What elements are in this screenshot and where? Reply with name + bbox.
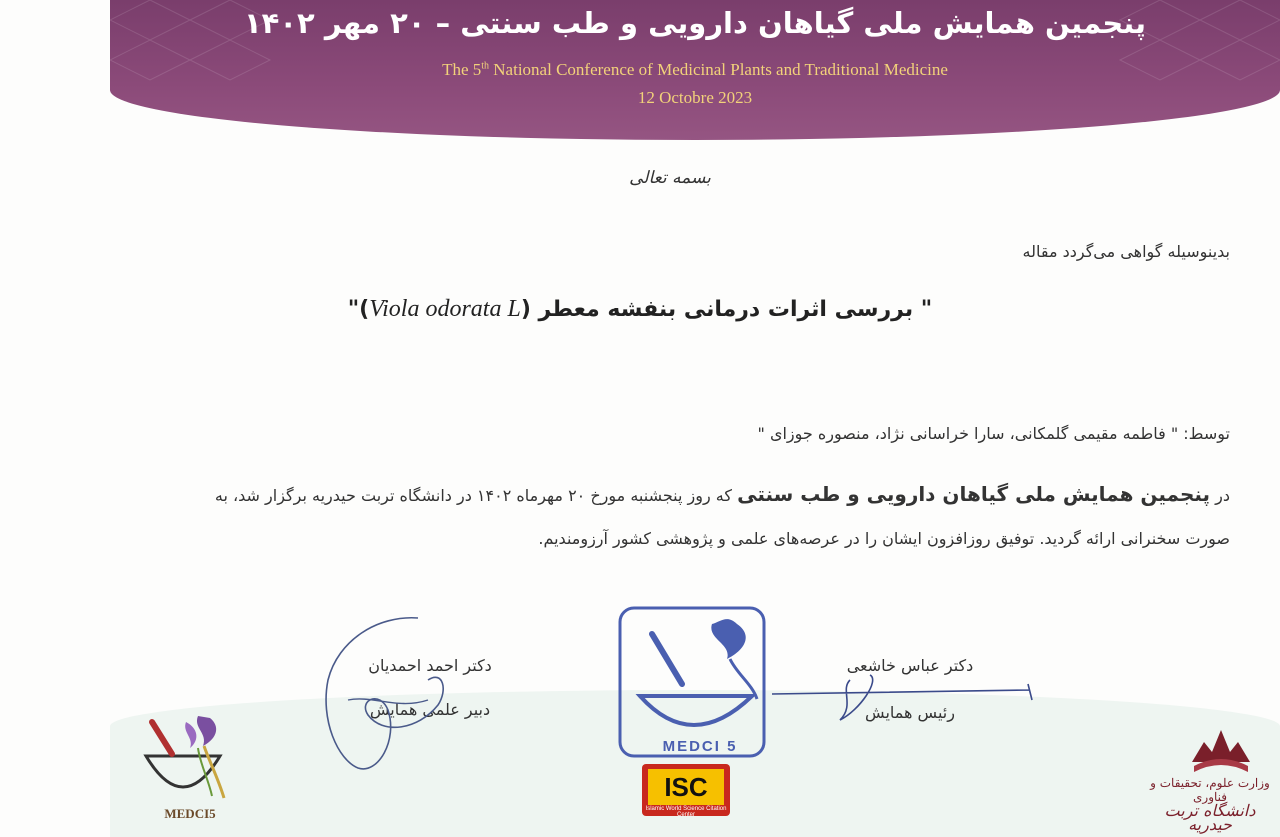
left-signer-name: دکتر احمد احمدیان: [368, 656, 492, 675]
right-signature: [770, 660, 1050, 730]
body-line-1: [120, 482, 1230, 508]
header-date: 12 Octobre 2023: [637, 88, 753, 107]
isc-logo-subtitle: Islamic World Science Citation Center: [645, 806, 727, 818]
header-en-sup: th: [481, 60, 490, 72]
header-title-fa: پنجمین همایش ملی گیاهان دارویی و طب سنتی – ۲۰ مهر ۱۴۰۲: [243, 6, 1147, 40]
isc-logo: [642, 764, 730, 816]
body-conference-name: پنجمین همایش ملی گیاهان دارویی و طب سنتی: [737, 482, 1211, 506]
right-signer-name: دکتر عباس خاشعی: [846, 656, 974, 675]
body-suffix: که روز پنجشنبه مورخ ۲۰ مهرماه ۱۴۰۲ در دانشگاه تربت حیدریه برگزار شد، به: [214, 486, 738, 505]
header-en-post: National Conference of Medicinal Plants and Traditional Medicine: [489, 60, 948, 79]
authors-line: توسط: " فاطمه مقیمی گلمکانی، سارا خراسانی نژاد، منصوره جوزای ": [757, 424, 1230, 443]
medci5-logo: [138, 708, 238, 808]
bismillah: بسمه تعالی: [629, 168, 711, 188]
paper-title-fa: " بررسی اثرات درمانی بنفشه معطر (: [520, 297, 933, 322]
paper-title: [0, 296, 1280, 323]
medci5-label: MEDCI5: [164, 806, 216, 821]
university-ministry-line: وزارت علوم، تحقیقات و فناوری: [1150, 776, 1270, 804]
isc-logo-text: ISC: [648, 769, 724, 805]
stamp-label: MEDCI 5: [662, 738, 738, 755]
university-name: [1150, 776, 1270, 832]
certificate-intro: بدینوسیله گواهی می‌گردد مقاله: [1022, 242, 1230, 261]
left-signature: [318, 610, 468, 775]
paper-title-end: )": [347, 297, 370, 322]
paper-title-latin: Viola odorata L: [369, 296, 521, 322]
left-signer-role: دبیر علمی همایش: [369, 700, 491, 719]
university-logo: [1186, 722, 1256, 778]
body-line-2: صورت سخنرانی ارائه گردید. توفیق روزافزون ایشان را در عرصه‌های علمی و پژوهشی کشور آرزومندیم.: [538, 529, 1230, 548]
right-signer-role: رئیس همایش: [865, 703, 955, 722]
header-en-pre: The 5: [442, 60, 482, 79]
header-title-en: [110, 60, 1280, 80]
university-name-line: دانشگاه تربت حیدریه: [1164, 801, 1256, 834]
body-prefix: در: [1210, 486, 1230, 505]
